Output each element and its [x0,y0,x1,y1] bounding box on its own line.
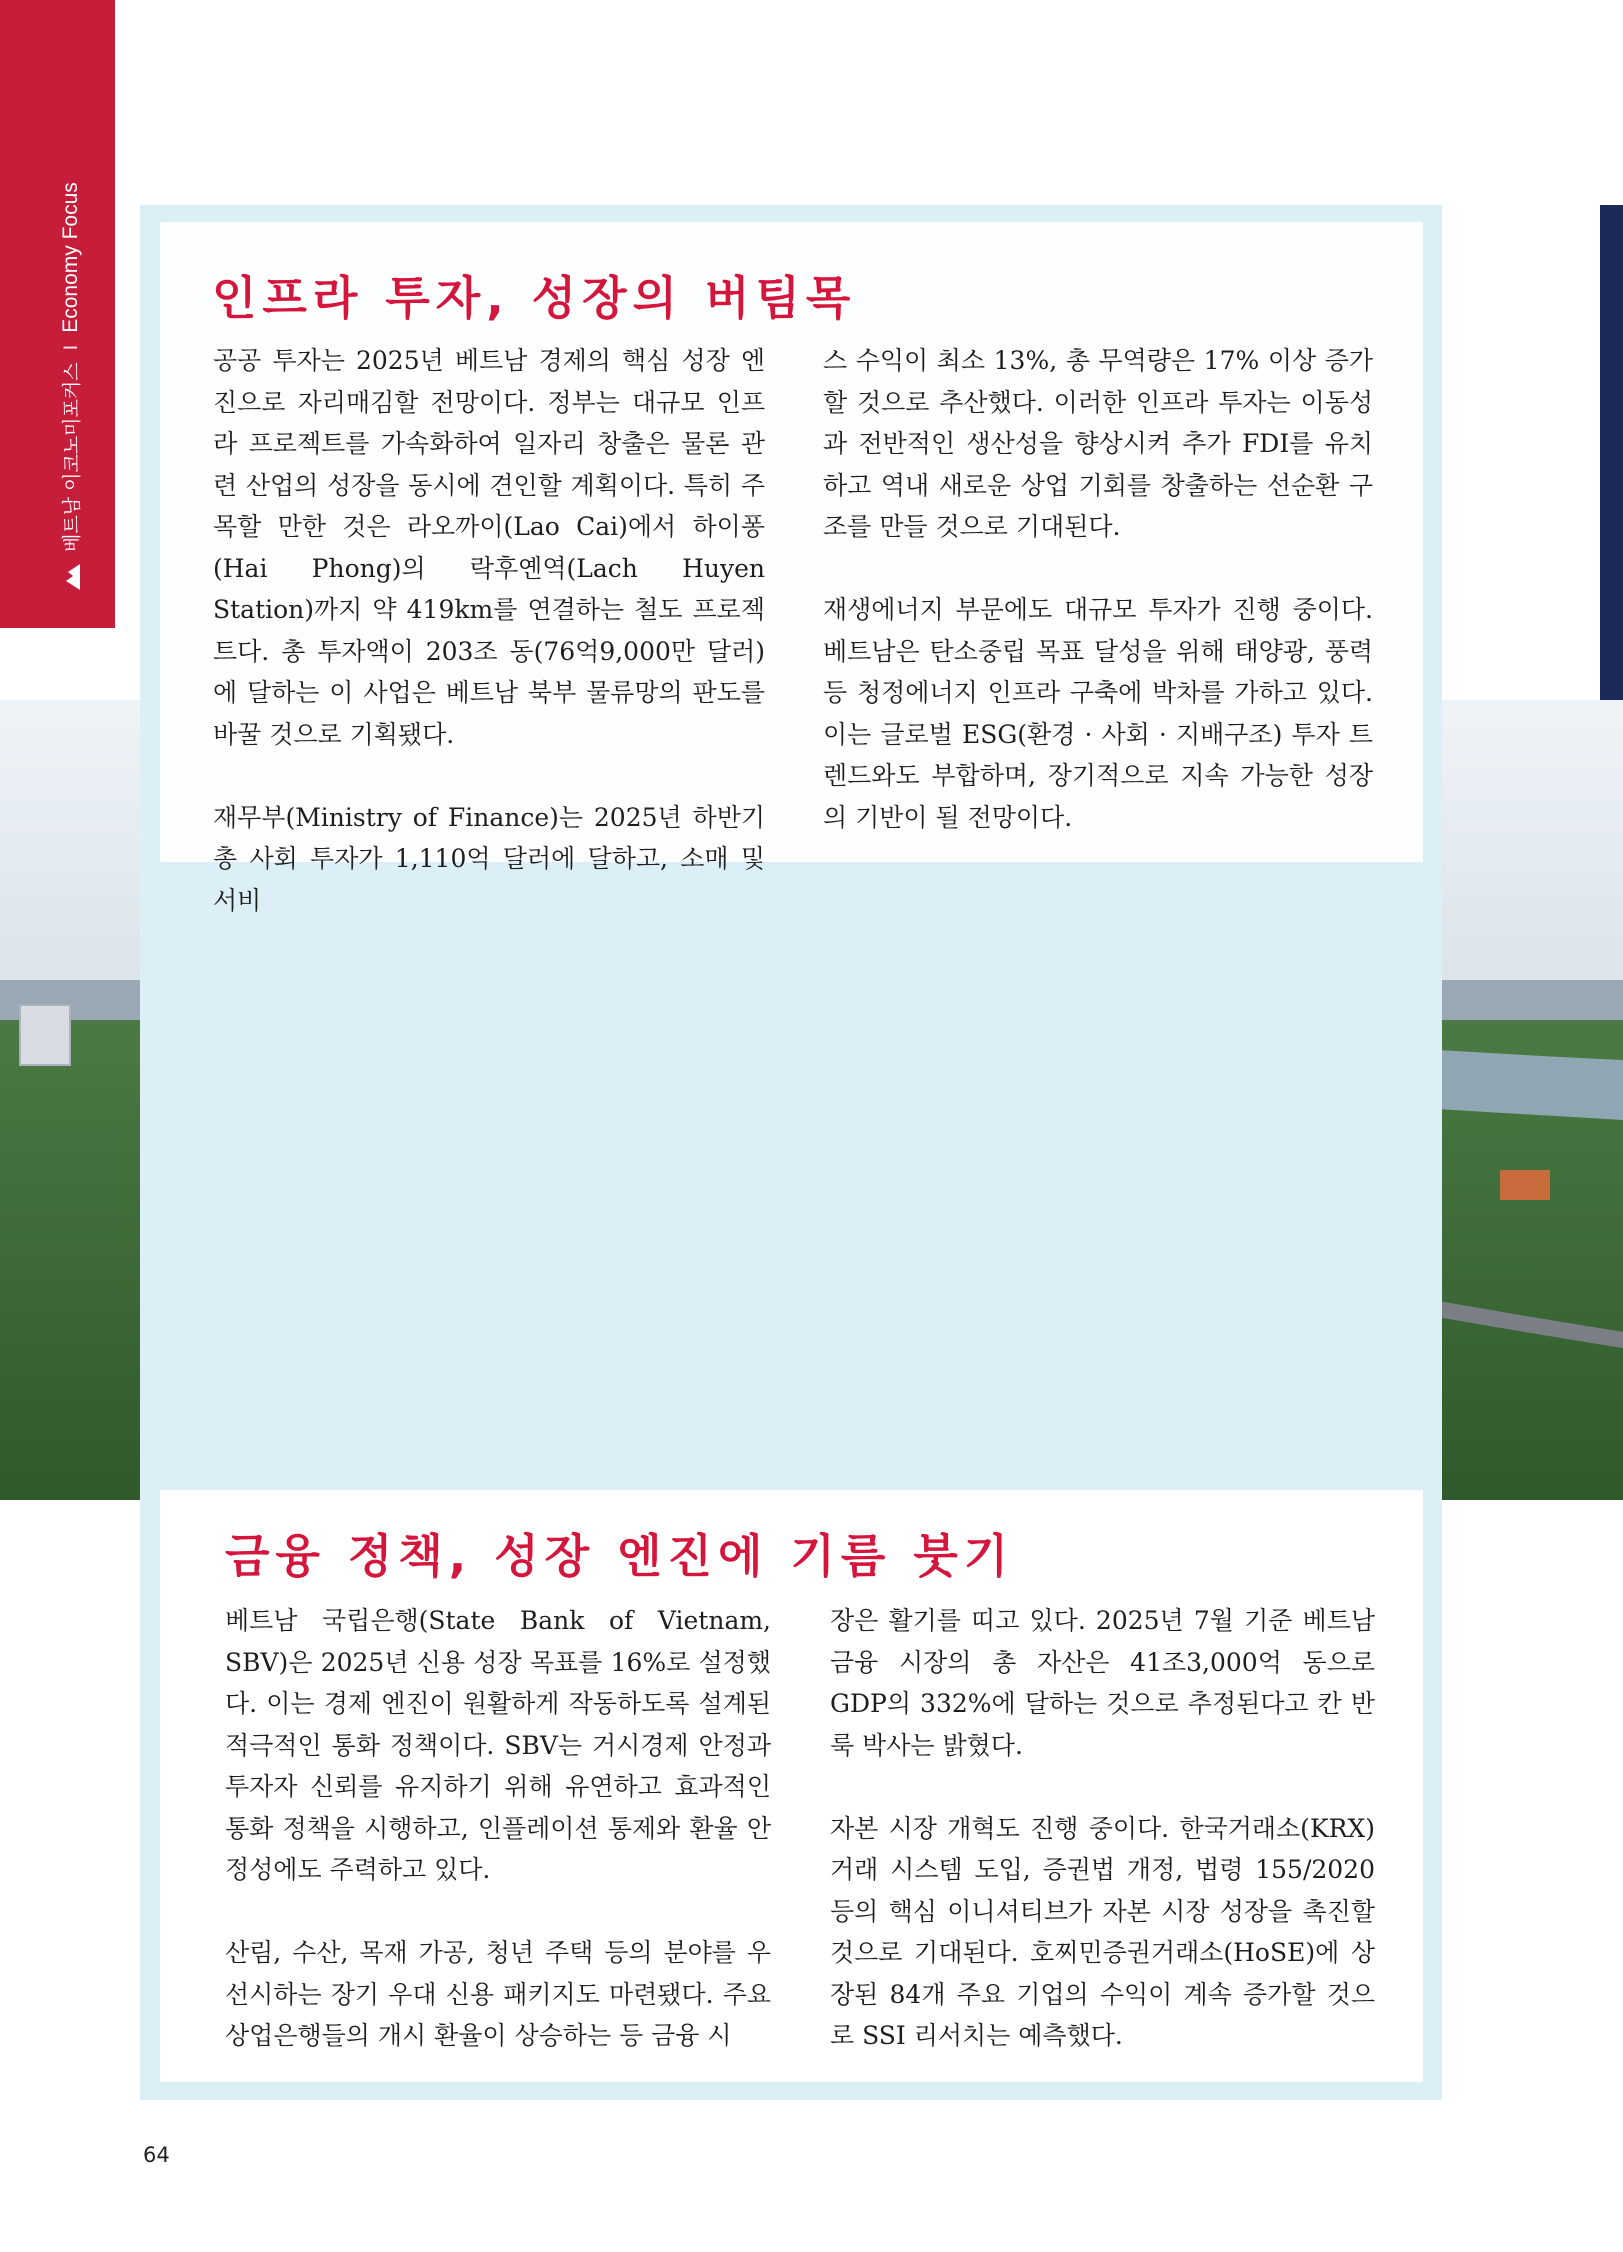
section-label-divider: I [59,344,82,351]
mountain-icon [62,564,80,590]
paragraph: 장은 활기를 띠고 있다. 2025년 7월 기준 베트남 금융 시장의 총 자산은 41조3,000억 동으로 GDP의 332%에 달하는 것으로 추정된다고 칸 반 룩 박사는 밝혔다. [830,1606,1375,1760]
paragraph: 산림, 수산, 목재 가공, 청년 주택 등의 분야를 우선시하는 장기 우대 신용 패키지도 마련됐다. 주요 상업은행들의 개시 환율이 상승하는 등 금융 시 [225,1938,771,2050]
section-label-en: Economy Focus [58,182,82,333]
section-label [57,182,84,590]
paragraph: 베트남 국립은행(State Bank of Vietnam, SBV)은 2025년 신용 성장 목표를 16%로 설정했다. 이는 경제 엔진이 원활하게 작동하도록 설계된 적극적인 통화 정책이다. SBV는 거시경제 안정과 투자자 신뢰를 유지하기 위해 유연하고 효과적인 통화 정책을 시행하고, 인플레이션 통제와 환율 안정성에도 주력하고 있다. [225,1606,771,1884]
paragraph: 공공 투자는 2025년 베트남 경제의 핵심 성장 엔진으로 자리매김할 전망이다. 정부는 대규모 인프라 프로젝트를 가속화하여 일자리 창출은 물론 관련 산업의 성장을 동시에 견인할 계획이다. 특히 주목할 만한 것은 라오까이(Lao Cai)에서 하이퐁(Hai Phong)의 락후옌역(Lach Huyen Station)까지 약 419km를 연결하는 철도 프로젝트다. 총 투자액이 203조 동(76억9,000만 달러)에 달하는 이 사업은 베트남 북부 물류망의 판도를 바꿀 것으로 기획됐다. [213,346,765,749]
section1-column-right [823,340,1373,838]
paragraph: 스 수익이 최소 13%, 총 무역량은 17% 이상 증가할 것으로 추산했다. 이러한 인프라 투자는 이동성과 전반적인 생산성을 향상시켜 추가 FDI를 유치하고 역내 새로운 상업 기회를 창출하는 선순환 구조를 만들 것으로 기대된다. [823,346,1373,541]
section1-heading: 인프라 투자, 성장의 버팀목 [212,271,857,325]
paragraph: 자본 시장 개혁도 진행 중이다. 한국거래소(KRX) 거래 시스템 도입, 증권법 개정, 법령 155/2020 등의 핵심 이니셔티브가 자본 시장 성장을 촉진할 것으로 기대된다. 호찌민증권거래소(HoSE)에 상장된 84개 주요 기업의 수익이 계속 증가할 것으로 SSI 리서치는 예측했다. [830,1813,1375,2050]
page-number: 64 [143,2143,170,2167]
paragraph: 재생에너지 부문에도 대규모 투자가 진행 중이다. 베트남은 탄소중립 목표 달성을 위해 태양광, 풍력 등 청정에너지 인프라 구축에 박차를 가하고 있다. 이는 글로벌 ESG(환경 · 사회 · 지배구조) 투자 트렌드와도 부합하며, 장기적으로 지속 가능한 성장의 기반이 될 전망이다. [823,595,1373,832]
photo-window [160,862,1423,1490]
paragraph: 재무부(Ministry of Finance)는 2025년 하반기 총 사회 투자가 1,110억 달러에 달하고, 소매 및 서비 [213,802,765,915]
section2-column-left [225,1600,771,2057]
section2-heading: 금융 정책, 성장 엔진에 기름 붓기 [225,1529,1015,1583]
section-label-ko: 베트남 이코노미포커스 [61,362,83,552]
side-tab [0,0,115,628]
section2-column-right [830,1600,1375,2057]
section1-column-left [213,340,765,921]
